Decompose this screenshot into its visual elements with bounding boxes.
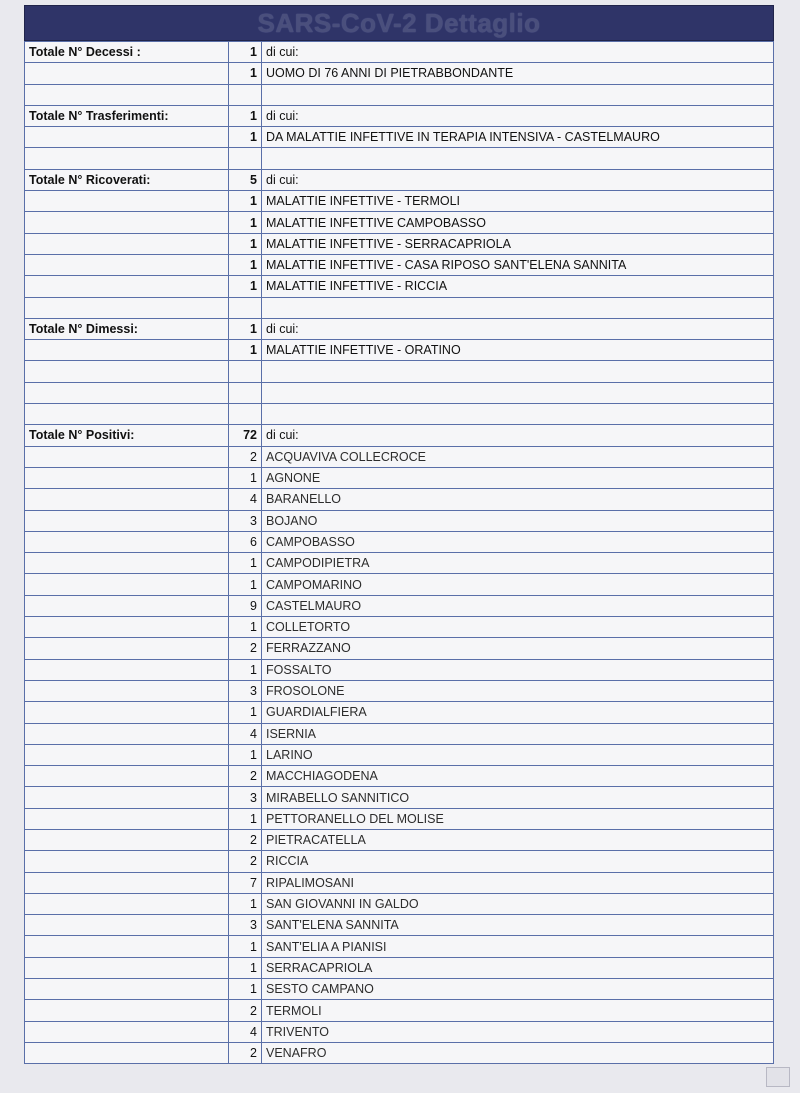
detail-description: RIPALIMOSANI [262,872,774,893]
blank-row [25,404,774,425]
detail-row [25,63,774,84]
detail-description: FERRAZZANO [262,638,774,659]
detail-count: 1 [229,893,262,914]
empty-cell [25,617,229,638]
empty-cell [25,1021,229,1042]
detail-description: SANT'ELENA SANNITA [262,915,774,936]
detail-count: 2 [229,1042,262,1063]
empty-cell [25,702,229,723]
detail-description: DA MALATTIE INFETTIVE IN TERAPIA INTENSIVA - CASTELMAURO [262,127,774,148]
detail-description: MALATTIE INFETTIVE - SERRACAPRIOLA [262,233,774,254]
empty-cell [25,212,229,233]
section-total: 72 [229,425,262,446]
empty-cell [25,872,229,893]
empty-cell [25,893,229,914]
empty-cell [229,84,262,105]
detail-row [25,808,774,829]
detail-count: 3 [229,510,262,531]
empty-cell [25,63,229,84]
detail-description: SANT'ELIA A PIANISI [262,936,774,957]
detail-row [25,595,774,616]
empty-cell [25,297,229,318]
detail-count: 4 [229,1021,262,1042]
scroll-corner [766,1067,790,1087]
blank-row [25,382,774,403]
detail-count: 3 [229,915,262,936]
detail-row [25,680,774,701]
empty-cell [229,404,262,425]
detail-row [25,467,774,488]
empty-cell [25,787,229,808]
detail-description: MACCHIAGODENA [262,766,774,787]
detail-count: 1 [229,340,262,361]
detail-count: 2 [229,446,262,467]
section-total: 5 [229,169,262,190]
empty-cell [25,361,229,382]
detail-row [25,936,774,957]
detail-description: BOJANO [262,510,774,531]
detail-count: 1 [229,553,262,574]
detail-count: 2 [229,851,262,872]
empty-cell [25,233,229,254]
blank-row [25,361,774,382]
report-sheet [24,5,774,1064]
empty-cell [229,382,262,403]
detail-description: TRIVENTO [262,1021,774,1042]
detail-count: 1 [229,467,262,488]
detail-row [25,872,774,893]
detail-row [25,1000,774,1021]
detail-description: CAMPOMARINO [262,574,774,595]
empty-cell [25,936,229,957]
empty-cell [262,297,774,318]
empty-cell [229,361,262,382]
section-label: Totale N° Positivi: [25,425,229,446]
detail-count: 2 [229,638,262,659]
empty-cell [25,553,229,574]
empty-cell [25,979,229,1000]
blank-row [25,148,774,169]
empty-cell [25,127,229,148]
detail-row [25,1042,774,1063]
report-title: SARS-CoV-2 Dettaglio [257,7,541,38]
detail-row [25,127,774,148]
detail-description: MALATTIE INFETTIVE - CASA RIPOSO SANT'ELENA SANNITA [262,254,774,275]
empty-cell [25,574,229,595]
detail-row [25,979,774,1000]
detail-row [25,446,774,467]
empty-cell [25,489,229,510]
detail-description: SERRACAPRIOLA [262,957,774,978]
empty-cell [25,254,229,275]
detail-description: PETTORANELLO DEL MOLISE [262,808,774,829]
empty-cell [25,191,229,212]
detail-description: COLLETORTO [262,617,774,638]
section-di-cui: di cui: [262,425,774,446]
detail-row [25,766,774,787]
detail-row [25,787,774,808]
detail-row [25,617,774,638]
detail-description: LARINO [262,744,774,765]
report-table-body [25,42,774,1064]
detail-row [25,957,774,978]
detail-count: 1 [229,574,262,595]
detail-count: 2 [229,766,262,787]
detail-count: 2 [229,829,262,850]
detail-description: MALATTIE INFETTIVE CAMPOBASSO [262,212,774,233]
detail-row [25,659,774,680]
empty-cell [25,531,229,552]
detail-description: UOMO DI 76 ANNI DI PIETRABBONDANTE [262,63,774,84]
detail-description: VENAFRO [262,1042,774,1063]
detail-count: 1 [229,233,262,254]
detail-row [25,574,774,595]
empty-cell [25,659,229,680]
empty-cell [25,595,229,616]
detail-description: CAMPOBASSO [262,531,774,552]
detail-row [25,829,774,850]
detail-description: MALATTIE INFETTIVE - RICCIA [262,276,774,297]
empty-cell [229,148,262,169]
detail-description: FOSSALTO [262,659,774,680]
detail-row [25,744,774,765]
detail-row [25,553,774,574]
empty-cell [25,680,229,701]
detail-count: 1 [229,808,262,829]
detail-row [25,340,774,361]
empty-cell [25,723,229,744]
section-di-cui: di cui: [262,318,774,339]
empty-cell [262,404,774,425]
detail-description: FROSOLONE [262,680,774,701]
detail-count: 1 [229,702,262,723]
detail-description: GUARDIALFIERA [262,702,774,723]
detail-count: 1 [229,63,262,84]
empty-cell [25,84,229,105]
empty-cell [25,1000,229,1021]
detail-count: 1 [229,212,262,233]
empty-cell [25,340,229,361]
detail-row [25,638,774,659]
section-label: Totale N° Trasferimenti: [25,105,229,126]
detail-description: CASTELMAURO [262,595,774,616]
detail-count: 2 [229,1000,262,1021]
section-label: Totale N° Decessi : [25,42,229,63]
empty-cell [25,638,229,659]
empty-cell [25,382,229,403]
detail-description: ISERNIA [262,723,774,744]
section-header-ricoverati [25,169,774,190]
empty-cell [25,829,229,850]
empty-cell [25,467,229,488]
blank-row [25,297,774,318]
empty-cell [229,297,262,318]
empty-cell [25,851,229,872]
detail-count: 1 [229,276,262,297]
empty-cell [25,766,229,787]
detail-description: MIRABELLO SANNITICO [262,787,774,808]
section-header-decessi [25,42,774,63]
detail-row [25,212,774,233]
section-di-cui: di cui: [262,42,774,63]
section-total: 1 [229,105,262,126]
detail-description: SAN GIOVANNI IN GALDO [262,893,774,914]
detail-description: MALATTIE INFETTIVE - TERMOLI [262,191,774,212]
empty-cell [262,148,774,169]
detail-description: AGNONE [262,467,774,488]
detail-row [25,893,774,914]
detail-description: CAMPODIPIETRA [262,553,774,574]
empty-cell [25,148,229,169]
section-total: 1 [229,318,262,339]
empty-cell [262,382,774,403]
detail-count: 1 [229,659,262,680]
section-di-cui: di cui: [262,169,774,190]
detail-row [25,510,774,531]
detail-count: 1 [229,936,262,957]
detail-count: 4 [229,723,262,744]
section-di-cui: di cui: [262,105,774,126]
section-header-trasferimenti [25,105,774,126]
detail-description: MALATTIE INFETTIVE - ORATINO [262,340,774,361]
detail-description: TERMOLI [262,1000,774,1021]
report-title-bar [24,5,774,41]
detail-row [25,233,774,254]
empty-cell [25,808,229,829]
detail-row [25,702,774,723]
empty-cell [25,1042,229,1063]
detail-count: 1 [229,979,262,1000]
blank-row [25,84,774,105]
detail-description: SESTO CAMPANO [262,979,774,1000]
report-table [24,41,774,1064]
empty-cell [25,446,229,467]
detail-row [25,915,774,936]
detail-count: 6 [229,531,262,552]
detail-count: 1 [229,127,262,148]
empty-cell [25,744,229,765]
empty-cell [25,915,229,936]
detail-description: PIETRACATELLA [262,829,774,850]
detail-row [25,489,774,510]
empty-cell [25,510,229,531]
detail-count: 1 [229,957,262,978]
section-total: 1 [229,42,262,63]
section-header-positivi [25,425,774,446]
section-header-dimessi [25,318,774,339]
empty-cell [262,361,774,382]
detail-count: 3 [229,680,262,701]
detail-count: 9 [229,595,262,616]
detail-count: 7 [229,872,262,893]
detail-row [25,254,774,275]
detail-description: ACQUAVIVA COLLECROCE [262,446,774,467]
empty-cell [25,276,229,297]
section-label: Totale N° Ricoverati: [25,169,229,190]
detail-row [25,723,774,744]
detail-count: 3 [229,787,262,808]
detail-count: 1 [229,744,262,765]
detail-row [25,851,774,872]
detail-row [25,1021,774,1042]
detail-count: 1 [229,617,262,638]
empty-cell [262,84,774,105]
detail-row [25,276,774,297]
empty-cell [25,957,229,978]
section-label: Totale N° Dimessi: [25,318,229,339]
detail-count: 4 [229,489,262,510]
detail-row [25,531,774,552]
detail-count: 1 [229,254,262,275]
detail-description: BARANELLO [262,489,774,510]
empty-cell [25,404,229,425]
detail-description: RICCIA [262,851,774,872]
detail-row [25,191,774,212]
detail-count: 1 [229,191,262,212]
